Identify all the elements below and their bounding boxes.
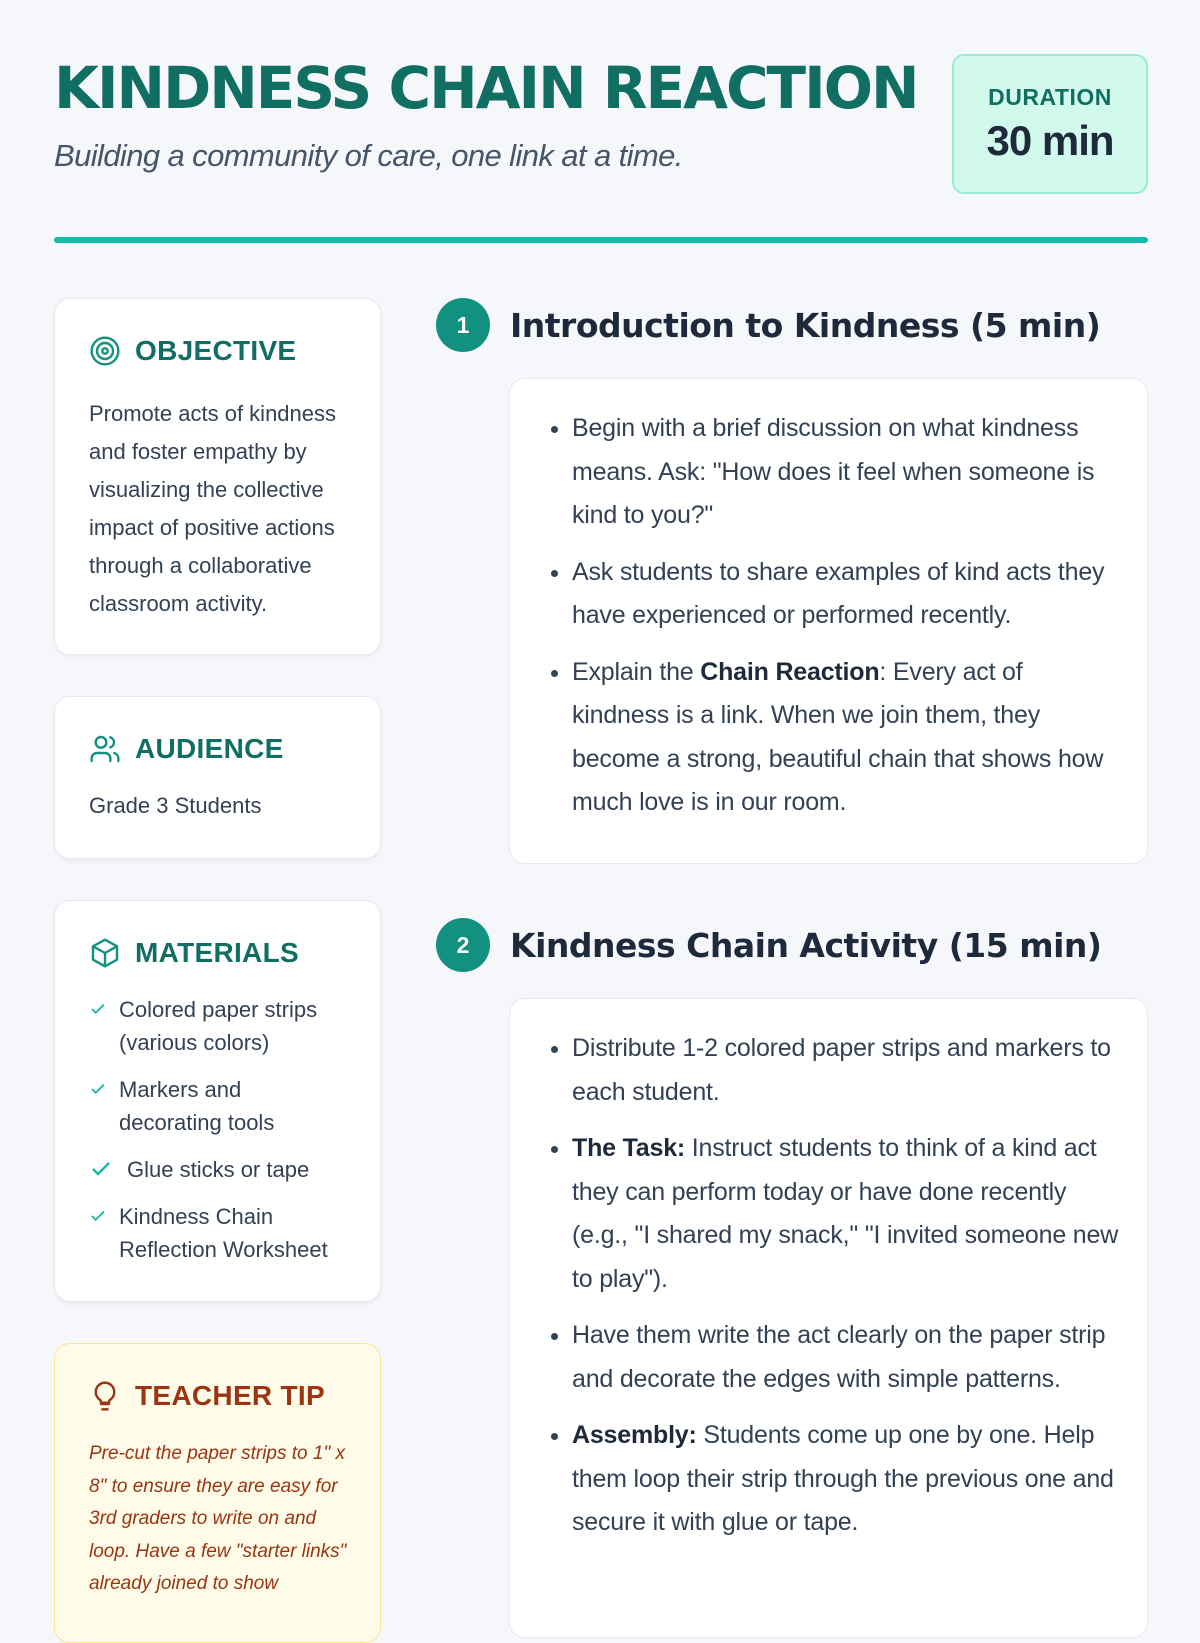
list-item: Colored paper strips (various colors) [89,993,348,1059]
step-2-list [540,1027,1119,1545]
page-title: KINDNESS CHAIN REACTION [54,54,918,122]
step-2-header [436,918,1101,972]
list-item: Markers and decorating tools [89,1073,348,1139]
objective-text: Promote acts of kindness and foster empathy by visualizing the collective impact of positive actions through a collaborative classroom activity. [89,401,337,616]
step-number-badge: 2 [436,918,490,972]
list-item: Kindness Chain Reflection Worksheet [89,1200,348,1266]
materials-title: MATERIALS [135,937,299,968]
users-icon [89,733,121,765]
duration-value: 30 min [986,117,1114,164]
check-icon [89,1000,107,1018]
duration-badge [952,54,1148,194]
step-title: Kindness Chain Activity (15 min) [510,925,1102,965]
list-item: • Have them write the act clearly on the paper strip and decorate the edges with simple patterns. [572,1314,1119,1401]
header-divider [54,237,1148,243]
step-1-header [436,298,1100,352]
audience-card [54,696,381,859]
list-item: • Assembly: Students come up one by one. Help them loop their strip through the previous one and secure it with glue or tape. [572,1414,1119,1545]
list-item: • Ask students to share examples of kind acts they have experienced or performed recently. [572,551,1119,638]
list-item: Glue sticks or tape [89,1153,348,1186]
list-item: • Begin with a brief discussion on what kindness means. Ask: "How does it feel when someone is kind to you?" [572,407,1119,538]
target-icon [89,335,121,367]
check-icon [89,1157,113,1181]
page-subtitle: Building a community of care, one link at a time. [54,138,683,173]
list-item: • The Task: Instruct students to think of a kind act they can perform today or have done recently (e.g., "I shared my snack," "I invited someone new to play"). [572,1127,1119,1301]
materials-card [54,900,381,1302]
audience-title: AUDIENCE [135,733,284,764]
materials-list [89,993,348,1266]
teacher-tip-card [54,1343,381,1643]
step-1-list [540,407,1119,825]
lightbulb-icon [89,1380,121,1412]
objective-card [54,298,381,655]
check-icon [89,1080,107,1098]
teacher-tip-text: Pre-cut the paper strips to 1" x 8" to ensure they are easy for 3rd graders to write on and loop. Have a few "starter links" already joined to show [89,1443,347,1594]
header [54,50,1148,200]
objective-title: OBJECTIVE [135,335,297,366]
list-item: • Explain the Chain Reaction: Every act of kindness is a link. When we join them, they become a strong, beautiful chain that shows how much love is in our room. [572,651,1119,825]
check-icon [89,1207,107,1225]
teacher-tip-title: TEACHER TIP [135,1380,325,1411]
step-2-card [509,998,1148,1638]
step-title: Introduction to Kindness (5 min) [510,305,1101,345]
box-icon [89,937,121,969]
step-1-card [509,378,1148,864]
audience-text: Grade 3 Students [89,793,262,818]
step-number-badge: 1 [436,298,490,352]
duration-label: DURATION [988,84,1112,110]
list-item: • Distribute 1-2 colored paper strips and markers to each student. [572,1027,1119,1114]
